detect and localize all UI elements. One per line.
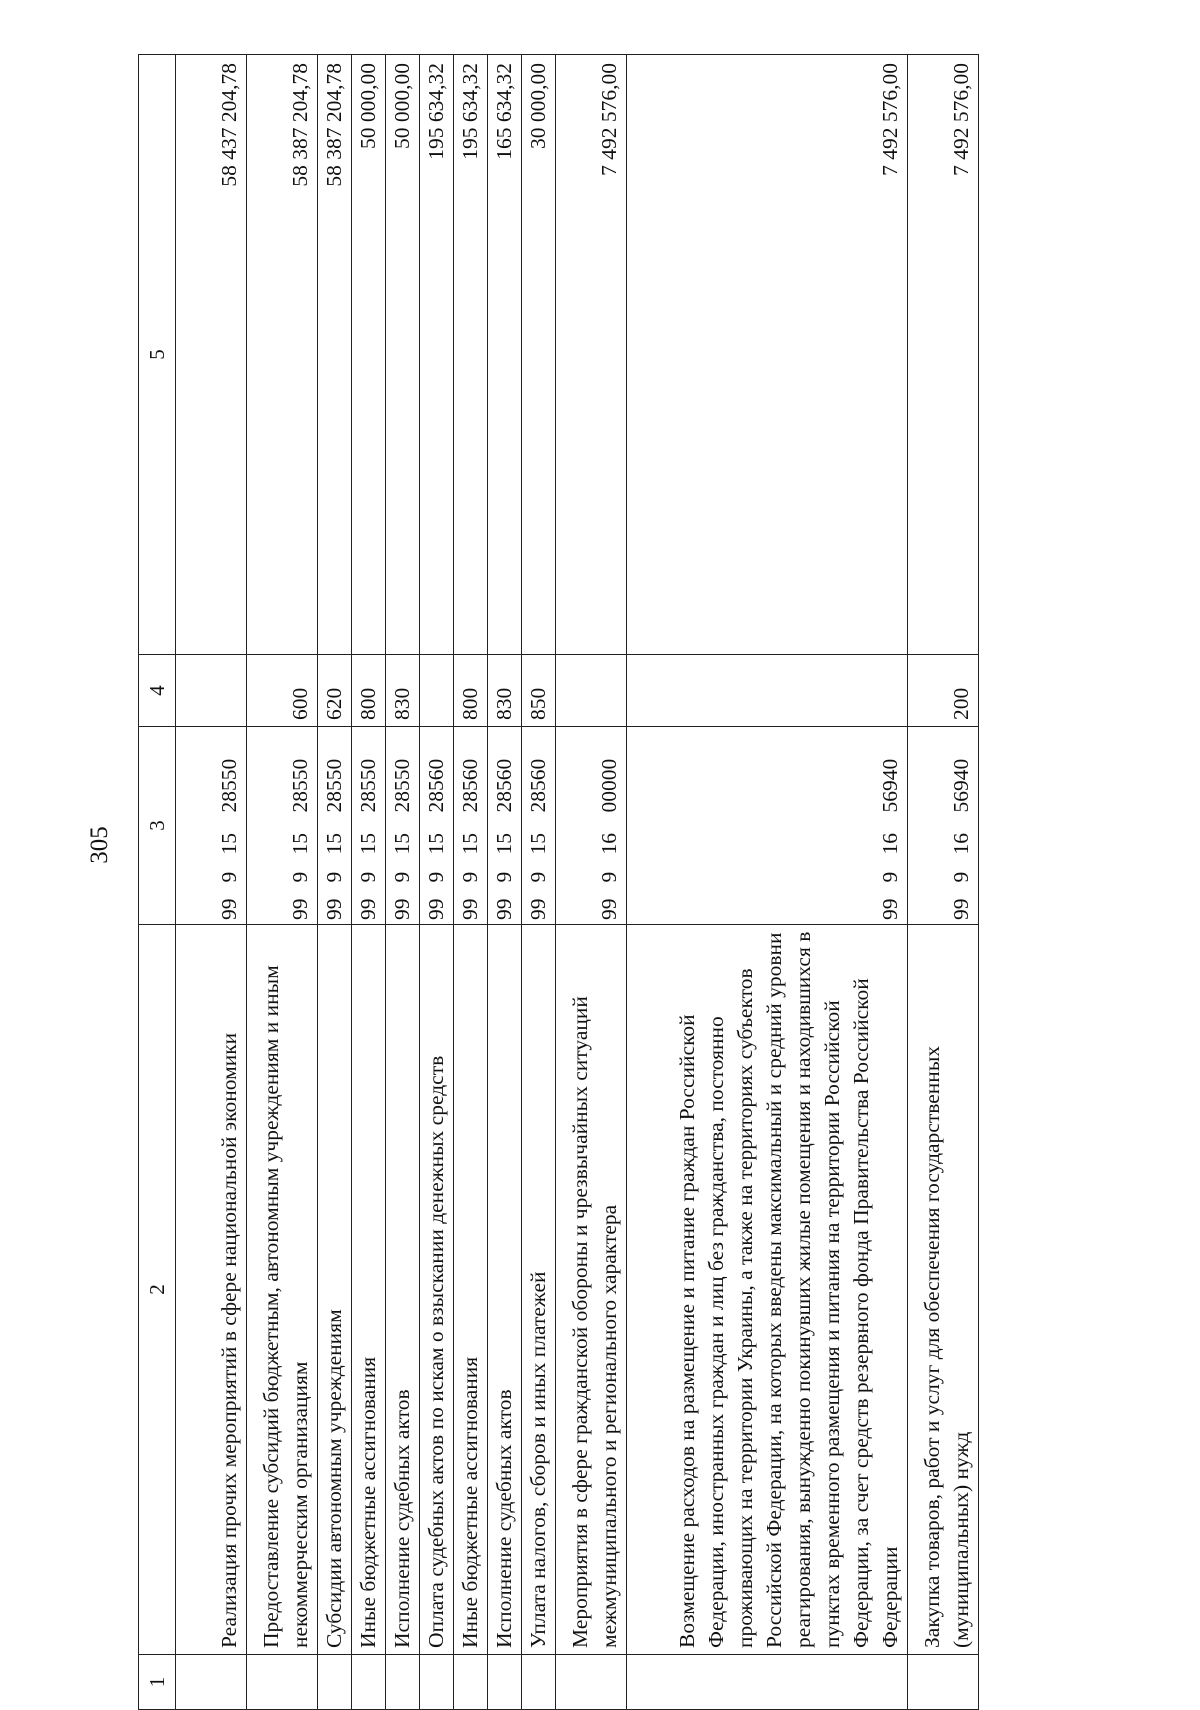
cell-index: [522, 1655, 556, 1710]
cell-code-part-3: 15: [318, 817, 352, 859]
table-row: [454, 55, 488, 1710]
cell-code-part-1: 99: [556, 887, 627, 925]
budget-table: [138, 54, 979, 1710]
cell-code-part-3: 16: [556, 817, 627, 859]
cell-code-part-3: 15: [454, 817, 488, 859]
table-row: [176, 55, 247, 1710]
cell-amount: 58 387 204,78: [318, 55, 352, 655]
cell-code-part-1: 99: [176, 887, 247, 925]
cell-code-part-1: 99: [454, 887, 488, 925]
cell-name: Реализация прочих мероприятий в сфере национальной экономики: [176, 925, 247, 1655]
cell-code-part-1: 99: [318, 887, 352, 925]
cell-code-part-2: 9: [488, 859, 522, 887]
cell-index: [352, 1655, 386, 1710]
table-row: [627, 55, 908, 1710]
cell-expense-type: 830: [488, 655, 522, 727]
cell-code-part-3: 15: [386, 817, 420, 859]
cell-code-part-3: 15: [352, 817, 386, 859]
cell-code-part-2: 9: [386, 859, 420, 887]
cell-expense-type: [420, 655, 454, 727]
cell-index: [176, 1655, 247, 1710]
cell-name: Мероприятия в сфере гражданской обороны и чрезвычайных ситуаций межмуниципального и регионального характера: [556, 925, 627, 1655]
cell-code-part-4: 28560: [420, 727, 454, 817]
cell-code-part-1: 99: [522, 887, 556, 925]
table-row: [318, 55, 352, 1710]
cell-index: [386, 1655, 420, 1710]
cell-code-part-2: 9: [522, 859, 556, 887]
cell-code-part-2: 9: [627, 859, 908, 887]
header-col-3: 3: [139, 727, 176, 925]
cell-expense-type: 850: [522, 655, 556, 727]
cell-expense-type: 620: [318, 655, 352, 727]
table-row: [247, 55, 318, 1710]
cell-expense-type: 600: [247, 655, 318, 727]
table-row: [522, 55, 556, 1710]
table-row: [420, 55, 454, 1710]
cell-name: Возмещение расходов на размещение и питание граждан Российской Федерации, иностранных граждан и лиц без гражданства, постоянно проживающих на территории Украины, а также на территориях субъектов Российской Федерации, на которых введены максимальный и средний уровни реагирования, вынужденно покинувших жилые помещения и находившихся в пунктах временного размещения и питания на территории Российской Федерации, за счет средств резервного фонда Правительства Российской Федерации: [627, 925, 908, 1655]
header-col-2: 2: [139, 925, 176, 1655]
cell-index: [488, 1655, 522, 1710]
table-row: [386, 55, 420, 1710]
cell-code-part-3: 16: [908, 817, 979, 859]
cell-index: [247, 1655, 318, 1710]
cell-code-part-4: 28550: [176, 727, 247, 817]
cell-amount: 195 634,32: [454, 55, 488, 655]
cell-name: Субсидии автономным учреждениям: [318, 925, 352, 1655]
table-header-row: [139, 55, 176, 1710]
table-row: [488, 55, 522, 1710]
cell-code-part-2: 9: [454, 859, 488, 887]
cell-code-part-1: 99: [420, 887, 454, 925]
cell-code-part-4: 28560: [522, 727, 556, 817]
cell-amount: 58 387 204,78: [247, 55, 318, 655]
header-col-5: 5: [139, 55, 176, 655]
cell-expense-type: [556, 655, 627, 727]
cell-code-part-4: 28550: [352, 727, 386, 817]
cell-code-part-2: 9: [556, 859, 627, 887]
cell-code-part-3: 15: [176, 817, 247, 859]
cell-code-part-1: 99: [908, 887, 979, 925]
cell-code-part-3: 15: [420, 817, 454, 859]
cell-index: [627, 1655, 908, 1710]
cell-amount: 195 634,32: [420, 55, 454, 655]
cell-code-part-2: 9: [176, 859, 247, 887]
cell-code-part-1: 99: [247, 887, 318, 925]
cell-code-part-2: 9: [908, 859, 979, 887]
cell-code-part-2: 9: [318, 859, 352, 887]
table-row: [556, 55, 627, 1710]
cell-code-part-4: 28560: [488, 727, 522, 817]
cell-name: Исполнение судебных актов: [386, 925, 420, 1655]
cell-code-part-1: 99: [352, 887, 386, 925]
cell-code-part-2: 9: [352, 859, 386, 887]
cell-code-part-4: 28550: [386, 727, 420, 817]
cell-name: Уплата налогов, сборов и иных платежей: [522, 925, 556, 1655]
cell-expense-type: 200: [908, 655, 979, 727]
cell-name: Исполнение судебных актов: [488, 925, 522, 1655]
cell-index: [556, 1655, 627, 1710]
table-row: [352, 55, 386, 1710]
table-row: [908, 55, 979, 1710]
cell-code-part-2: 9: [247, 859, 318, 887]
cell-index: [454, 1655, 488, 1710]
cell-code-part-4: 56940: [908, 727, 979, 817]
page-number: 305: [86, 826, 113, 864]
cell-name: Иные бюджетные ассигнования: [454, 925, 488, 1655]
cell-code-part-4: 28550: [247, 727, 318, 817]
cell-index: [318, 1655, 352, 1710]
cell-code-part-3: 16: [627, 817, 908, 859]
cell-name: Предоставление субсидий бюджетным, автономным учреждениям и иным некоммерческим организациям: [247, 925, 318, 1655]
cell-amount: 50 000,00: [352, 55, 386, 655]
cell-index: [908, 1655, 979, 1710]
cell-amount: 50 000,00: [386, 55, 420, 655]
cell-expense-type: 800: [352, 655, 386, 727]
cell-expense-type: 800: [454, 655, 488, 727]
cell-amount: 165 634,32: [488, 55, 522, 655]
cell-index: [420, 1655, 454, 1710]
cell-code-part-4: 00000: [556, 727, 627, 817]
rotated-table-wrapper: [138, 55, 1038, 1710]
cell-amount: 58 437 204,78: [176, 55, 247, 655]
cell-name: Оплата судебных актов по искам о взыскании денежных средств: [420, 925, 454, 1655]
cell-expense-type: [627, 655, 908, 727]
cell-code-part-3: 15: [522, 817, 556, 859]
cell-expense-type: 830: [386, 655, 420, 727]
cell-amount: 7 492 576,00: [556, 55, 627, 655]
cell-code-part-3: 15: [247, 817, 318, 859]
cell-code-part-2: 9: [420, 859, 454, 887]
cell-expense-type: [176, 655, 247, 727]
cell-code-part-4: 28550: [318, 727, 352, 817]
cell-code-part-4: 28560: [454, 727, 488, 817]
cell-code-part-1: 99: [627, 887, 908, 925]
header-col-1: 1: [139, 1655, 176, 1710]
header-col-4: 4: [139, 655, 176, 727]
cell-code-part-3: 15: [488, 817, 522, 859]
cell-code-part-1: 99: [386, 887, 420, 925]
cell-name: Иные бюджетные ассигнования: [352, 925, 386, 1655]
cell-amount: 7 492 576,00: [908, 55, 979, 655]
cell-code-part-1: 99: [488, 887, 522, 925]
cell-code-part-4: 56940: [627, 727, 908, 817]
cell-amount: 7 492 576,00: [627, 55, 908, 655]
cell-amount: 30 000,00: [522, 55, 556, 655]
cell-name: Закупка товаров, работ и услуг для обеспечения государственных (муниципальных) нужд: [908, 925, 979, 1655]
